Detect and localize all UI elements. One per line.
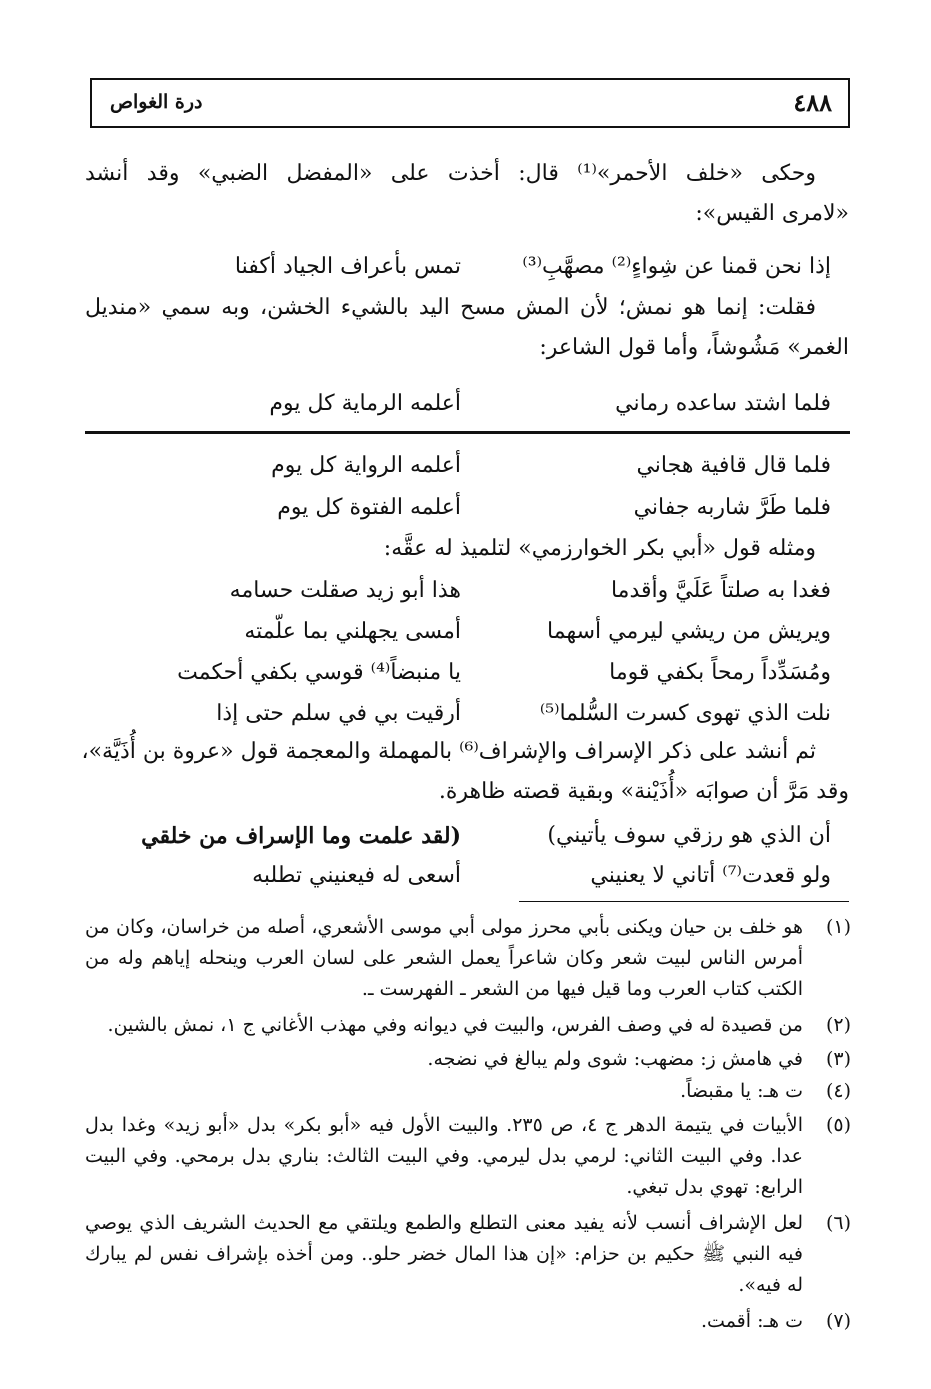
footnote-text: هو خلف بن حيان ويكنى بأبي محرز مولى أبي موسى الأشعري، أصله من خراسان، وكان من أمرس الناس لبيت شعر وكان شاعراً يعمل الشعر على لسان العرب وينحله إياهم وله من الكتب كتاب العرب وما قيل فيها من الشعر ـ الفهرست ـ. — [85, 916, 803, 1000]
footnote-number: (٢) — [825, 1014, 851, 1036]
footnote-number: (٦) — [825, 1212, 851, 1234]
footnote-number: (١) — [825, 916, 851, 938]
footnote-text: ت هـ: أقمت. — [701, 1310, 803, 1332]
footnote — [85, 1076, 851, 1107]
verse-hemistich-second: ومُسَدِّداً رمحاً بكفي قوما — [609, 660, 831, 685]
footnote-divider — [519, 901, 849, 902]
verse-hemistich-second: أن الذي هو رزقي سوف يأتيني) — [547, 823, 831, 848]
verse-hemistich-second: نلت الذي تهوى كسرت السُّلما⁽⁵⁾ — [539, 701, 831, 726]
running-title: درة الغواص — [110, 91, 203, 113]
verse-hemistich-second: ولو قعدت⁽⁷⁾ أتاني لا يعنيني — [590, 863, 831, 888]
paragraph-line: فقلت: إنما هو نمش؛ لأن المش مسح اليد بالشيء الخشن، وبه سمي «منديل — [85, 295, 816, 320]
footnote-text: الأبيات في يتيمة الدهر ج ٤، ص ٢٣٥. والبيت الأول فيه «أبو بكر» بدل «أبو زيد» وغدا بدل عدا. وفي البيت الثاني: لرمي بدل ليرمي. وفي البيت الثالث: بناري بدل برمحي. وفي البيت الرابع: تهوي بدل تبغي. — [85, 1114, 803, 1198]
paragraph-line: وحكى «خلف الأحمر»⁽¹⁾ قال: أخذت على «المفضل الضبي» وقد أنشد — [85, 161, 816, 186]
running-header — [90, 78, 850, 128]
paragraph-line: الغمر» مَشُوشاً، وأما قول الشاعر: — [539, 335, 849, 360]
verse-hemistich-first: أعلمه الفتوة كل يوم — [277, 495, 461, 520]
footnote-text: في هامش ز: مضهب: شوى ولم يبالغ في نضجه. — [427, 1048, 803, 1070]
verse-hemistich-first: (لقد علمت وما الإسراف من خلقي — [141, 823, 461, 849]
verse-hemistich-first: أعلمه الرواية كل يوم — [271, 453, 461, 478]
footnote — [85, 1110, 851, 1203]
verse-hemistich-first: هذا أبو زيد صقلت حسامه — [229, 578, 461, 603]
footnote — [85, 912, 851, 1005]
verse-hemistich-second: فلما قال قافية هجاني — [636, 453, 831, 478]
footnote-number: (٥) — [825, 1114, 851, 1136]
paragraph-line: ومثله قول «أبي بكر الخوارزمي» لتلميذ له عقَّه: — [383, 536, 816, 561]
verse-hemistich-second: فلما طَرَّ شاربه جفاني — [633, 495, 831, 520]
footnote-text: لعل الإشراف أنسب لأنه يفيد معنى التطلع والطمع ويلتقي مع الحديث الشريف الذي يوصي فيه النبي ﷺ حكيم بن حزام: «إن هذا المال خضر حلو.. ومن أخذه بإشراف نفس لم يبارك له فيه». — [85, 1212, 803, 1296]
verse-hemistich-first: أعلمه الرماية كل يوم — [269, 391, 461, 416]
paragraph-line: وقد مَرَّ أن صوابَه «أُذَيْنة» وبقية قصته ظاهرة. — [438, 779, 849, 804]
verse-hemistich-first: تمس بأعراف الجياد أكفنا — [234, 254, 461, 279]
paragraph-line: «لامرى القيس»: — [695, 201, 849, 226]
verse-hemistich-second: إذا نحن قمنا عن شِواءٍ⁽²⁾ مصهَّبِ⁽³⁾ — [522, 254, 831, 279]
verse-hemistich-first: يا منبضاً⁽⁴⁾ قوسي بكفي أحكمت — [177, 660, 461, 685]
footnote-text: من قصيدة له في وصف الفرس، والبيت في ديوانه وفي مهذب الأغاني ج ١، نمش بالشين. — [107, 1014, 803, 1036]
verse-hemistich-second: ويريش من ريشي ليرمي أسهما — [547, 619, 831, 644]
footnote — [85, 1044, 851, 1075]
verse-hemistich-first: أمسى يجهلني بما علّمته — [244, 619, 461, 644]
footnote-number: (٣) — [825, 1048, 851, 1070]
section-divider — [85, 431, 850, 434]
page-number: ٤٨٨ — [793, 88, 832, 117]
verse-hemistich-first: أسعى له فيعنيني تطلبه — [252, 863, 461, 888]
footnote — [85, 1208, 851, 1301]
footnote-number: (٤) — [825, 1080, 851, 1102]
verse-hemistich-first: أرقيت بي في سلم حتى إذا — [216, 701, 461, 726]
footnote — [85, 1306, 851, 1337]
footnote-number: (٧) — [825, 1310, 851, 1332]
footnote-text: ت هـ: يا مقبضاً. — [680, 1080, 803, 1102]
footnote — [85, 1010, 851, 1041]
verse-hemistich-second: فلما اشتد ساعده رماني — [615, 391, 831, 416]
paragraph-line: ثم أنشد على ذكر الإسراف والإشراف⁽⁶⁾ بالمهملة والمعجمة قول «عروة بن أُذَيَّة»، — [81, 739, 816, 764]
verse-hemistich-second: فغدا به صلتاً عَلَيَّ وأقدما — [610, 578, 831, 603]
